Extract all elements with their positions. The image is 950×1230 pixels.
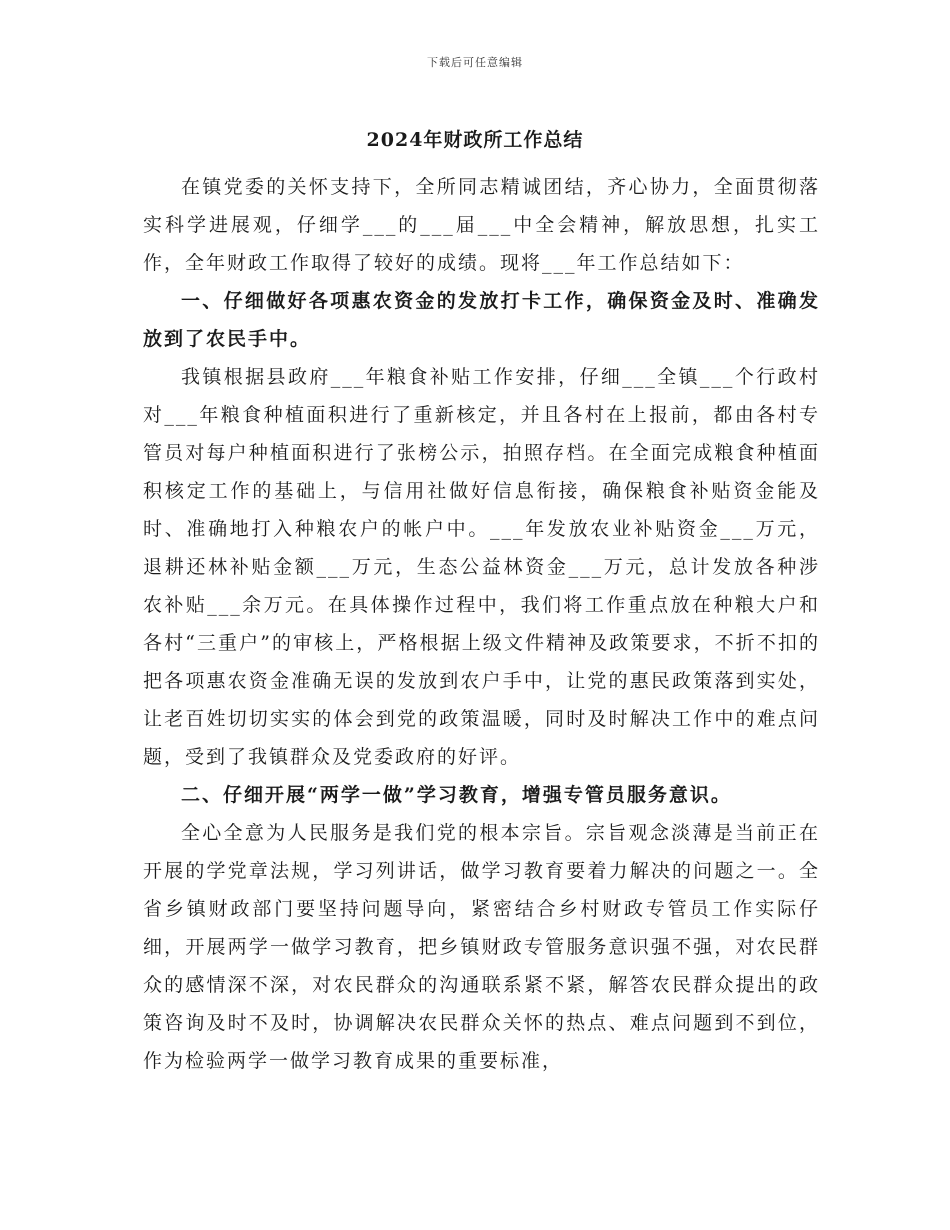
document-body xyxy=(143,168,820,1080)
section-2-heading: 二、仔细开展“两学一做”学习教育，增强专管员服务意识。 xyxy=(181,784,732,806)
section-1-heading: 一、仔细做好各项惠农资金的发放打卡工作，确保资金及时、准确发放到了农民手中。 xyxy=(143,290,820,350)
header-note: 下载后可任意编辑 xyxy=(427,56,523,69)
section-2-paragraph: 全心全意为人民服务是我们党的根本宗旨。宗旨观念淡薄是当前正在开展的学党章法规，学习列讲话，做学习教育要着力解决的问题之一。全省乡镇财政部门要坚持问题导向，紧密结合乡村财政专管员工作实际仔细，开展两学一做学习教育，把乡镇财政专管服务意识强不强，对农民群众的感情深不深，对农民群众的沟通联系紧不紧，解答农民群众提出的政策咨询及时不及时，协调解决农民群众关怀的热点、难点问题到不到位，作为检验两学一做学习教育成果的重要标准， xyxy=(143,822,820,1072)
page-title: 2024年财政所工作总结 xyxy=(366,129,584,151)
intro-paragraph: 在镇党委的关怀支持下，全所同志精诚团结，齐心协力，全面贯彻落实科学进展观，仔细学___的___届___中全会精神，解放思想，扎实工作，全年财政工作取得了较好的成绩。现将___年工作总结如下： xyxy=(143,176,820,274)
section-1-paragraph: 我镇根据县政府___年粮食补贴工作安排，仔细___全镇___个行政村对___年粮食种植面积进行了重新核定，并且各村在上报前，都由各村专管员对每户种植面积进行了张榜公示，拍照存档。在全面完成粮食种植面积核定工作的基础上，与信用社做好信息衔接，确保粮食补贴资金能及时、准确地打入种粮农户的帐户中。___年发放农业补贴资金___万元，退耕还林补贴金额___万元，生态公益林资金___万元，总计发放各种涉农补贴___余万元。在具体操作过程中，我们将工作重点放在种粮大户和各村“三重户”的审核上，严格根据上级文件精神及政策要求，不折不扣的把各项惠农资金准确无误的发放到农户手中，让党的惠民政策落到实处，让老百姓切切实实的体会到党的政策温暖，同时及时解决工作中的难点问题，受到了我镇群众及党委政府的好评。 xyxy=(143,366,820,768)
